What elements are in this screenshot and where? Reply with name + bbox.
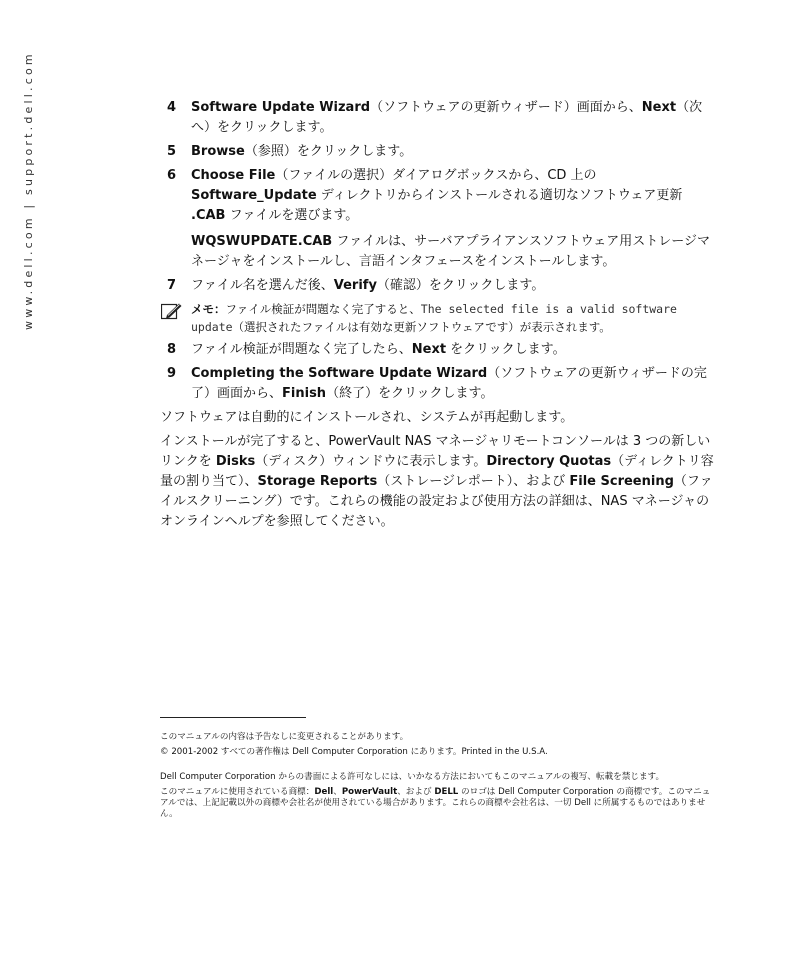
step-text-run: をクリックします。 bbox=[446, 342, 566, 357]
trademark-text: のロゴは Dell Computer Corporation の商標です。このマニュアルでは、上記記載以外の商標や会社名が使用されている場合があります。これらの商標や会社名は、一切 Dell に所属するものではありません。 bbox=[160, 787, 711, 819]
step-text bbox=[191, 142, 718, 162]
side-url-banner: www.dell.com | support.dell.com bbox=[22, 51, 35, 330]
paragraph-links bbox=[160, 432, 718, 532]
step-number: 7 bbox=[167, 278, 177, 293]
step-text bbox=[191, 364, 718, 404]
step-4 bbox=[160, 98, 718, 138]
step-number: 6 bbox=[167, 168, 177, 183]
footer-copyright: © 2001-2002 すべての著作権は Dell Computer Corporation にあります。Printed in the U.S.A. bbox=[160, 747, 548, 757]
footer-gap bbox=[160, 762, 718, 772]
trademark-name: Dell bbox=[314, 787, 334, 797]
note-label: メモ： bbox=[191, 302, 226, 316]
step-text-run: ディレクトリからインストールされる適切なソフトウェア更新 bbox=[316, 188, 683, 203]
step-text-run: ファイルを選びます。 bbox=[225, 208, 359, 223]
para-text: インストールが完了すると、PowerVault NAS マネージャリモートコンソールは 3 つの新しいリンクを bbox=[160, 434, 711, 469]
ui-term: Completing the Software Update Wizard bbox=[191, 366, 488, 381]
step-9 bbox=[160, 364, 718, 404]
step-text-run: （ソフトウェアの更新ウィザードの完了）画面から、 bbox=[191, 366, 707, 401]
ui-term: Choose File bbox=[191, 168, 276, 183]
ui-term: Verify bbox=[333, 278, 377, 293]
ui-term: .CAB bbox=[191, 208, 226, 223]
footer-trademarks bbox=[160, 787, 718, 820]
note-text: ファイル検証が問題なく完了すると、 bbox=[225, 302, 421, 316]
legal-footer bbox=[160, 717, 718, 824]
step-text bbox=[191, 98, 718, 138]
step-number: 4 bbox=[167, 100, 177, 115]
ui-term: File Screening bbox=[569, 474, 674, 489]
step-number: 9 bbox=[167, 366, 177, 381]
step-text-run: （確認）をクリックします。 bbox=[376, 278, 545, 293]
para-text: （ディレクトリ容量の割り当て）、 bbox=[160, 454, 714, 489]
trademark-name: PowerVault bbox=[341, 787, 398, 797]
pencil-note-icon bbox=[161, 302, 183, 325]
para-text: （ファイルスクリーニング）です。これらの機能の設定および使用方法の詳細は、NAS マネージャのオンラインヘルプを参照してください。 bbox=[160, 474, 713, 529]
step-5 bbox=[160, 142, 718, 162]
step-6-detail bbox=[160, 232, 718, 272]
note-text: （選択されたファイルは有効な更新ソフトウェアです）が表示されます。 bbox=[232, 320, 611, 334]
ui-term: Directory Quotas bbox=[486, 454, 612, 469]
main-content bbox=[160, 98, 718, 536]
step-text-run: （終了）をクリックします。 bbox=[326, 386, 494, 401]
ui-term: Storage Reports bbox=[257, 474, 378, 489]
step-text bbox=[191, 166, 718, 226]
trademark-text: このマニュアルに使用されている商標： bbox=[160, 787, 315, 797]
step-8 bbox=[160, 340, 718, 360]
step-number: 8 bbox=[167, 342, 177, 357]
step-number: 5 bbox=[167, 144, 177, 159]
ui-term: Browse bbox=[191, 144, 245, 159]
trademark-text: 、および bbox=[397, 787, 435, 797]
step-text bbox=[191, 340, 718, 360]
step-text-run: ファイル検証が問題なく完了したら、 bbox=[191, 342, 412, 357]
footer-reproduction: Dell Computer Corporation からの書面による許可なしには、いかなる方法においてもこのマニュアルの複写、転載を禁じます。 bbox=[160, 772, 665, 782]
trademark-text: 、 bbox=[333, 787, 342, 797]
ui-term: Next bbox=[641, 100, 677, 115]
note-box bbox=[160, 300, 718, 336]
step-text-run: （参照）をクリックします。 bbox=[244, 144, 413, 159]
para-text: （ディスク）ウィンドウに表示します。 bbox=[255, 454, 487, 469]
trademark-name: DELL bbox=[434, 787, 459, 797]
file-name: WQSWUPDATE.CAB bbox=[191, 234, 333, 249]
step-text-run: ファイル名を選んだ後、 bbox=[191, 278, 334, 293]
step-7 bbox=[160, 276, 718, 296]
para-text: （ストレージレポート）、および bbox=[377, 474, 570, 489]
ui-term: Finish bbox=[282, 386, 327, 401]
step-text-run: （ソフトウェアの更新ウィザード）画面から、 bbox=[370, 100, 642, 115]
detail-text: ファイルは、サーバアプライアンスソフトウェア用ストレージマネージャをインストールし、言語インタフェースをインストールします。 bbox=[191, 234, 710, 269]
ui-term: Software_Update bbox=[191, 188, 317, 203]
ui-term: Next bbox=[411, 342, 447, 357]
footer-notice: このマニュアルの内容は予告なしに変更されることがあります。 bbox=[160, 732, 409, 742]
paragraph-install: ソフトウェアは自動的にインストールされ、システムが再起動します。 bbox=[160, 410, 574, 425]
ui-term: Software Update Wizard bbox=[191, 100, 371, 115]
step-6 bbox=[160, 166, 718, 226]
footer-rule bbox=[160, 717, 306, 718]
step-text-run: （ファイルの選択）ダイアログボックスから、CD 上の bbox=[275, 168, 597, 183]
step-text-run: （次へ）をクリックします。 bbox=[191, 100, 703, 135]
note-code: The selected file is a valid software update bbox=[191, 302, 677, 334]
ui-term: Disks bbox=[215, 454, 256, 469]
step-text bbox=[191, 276, 718, 296]
